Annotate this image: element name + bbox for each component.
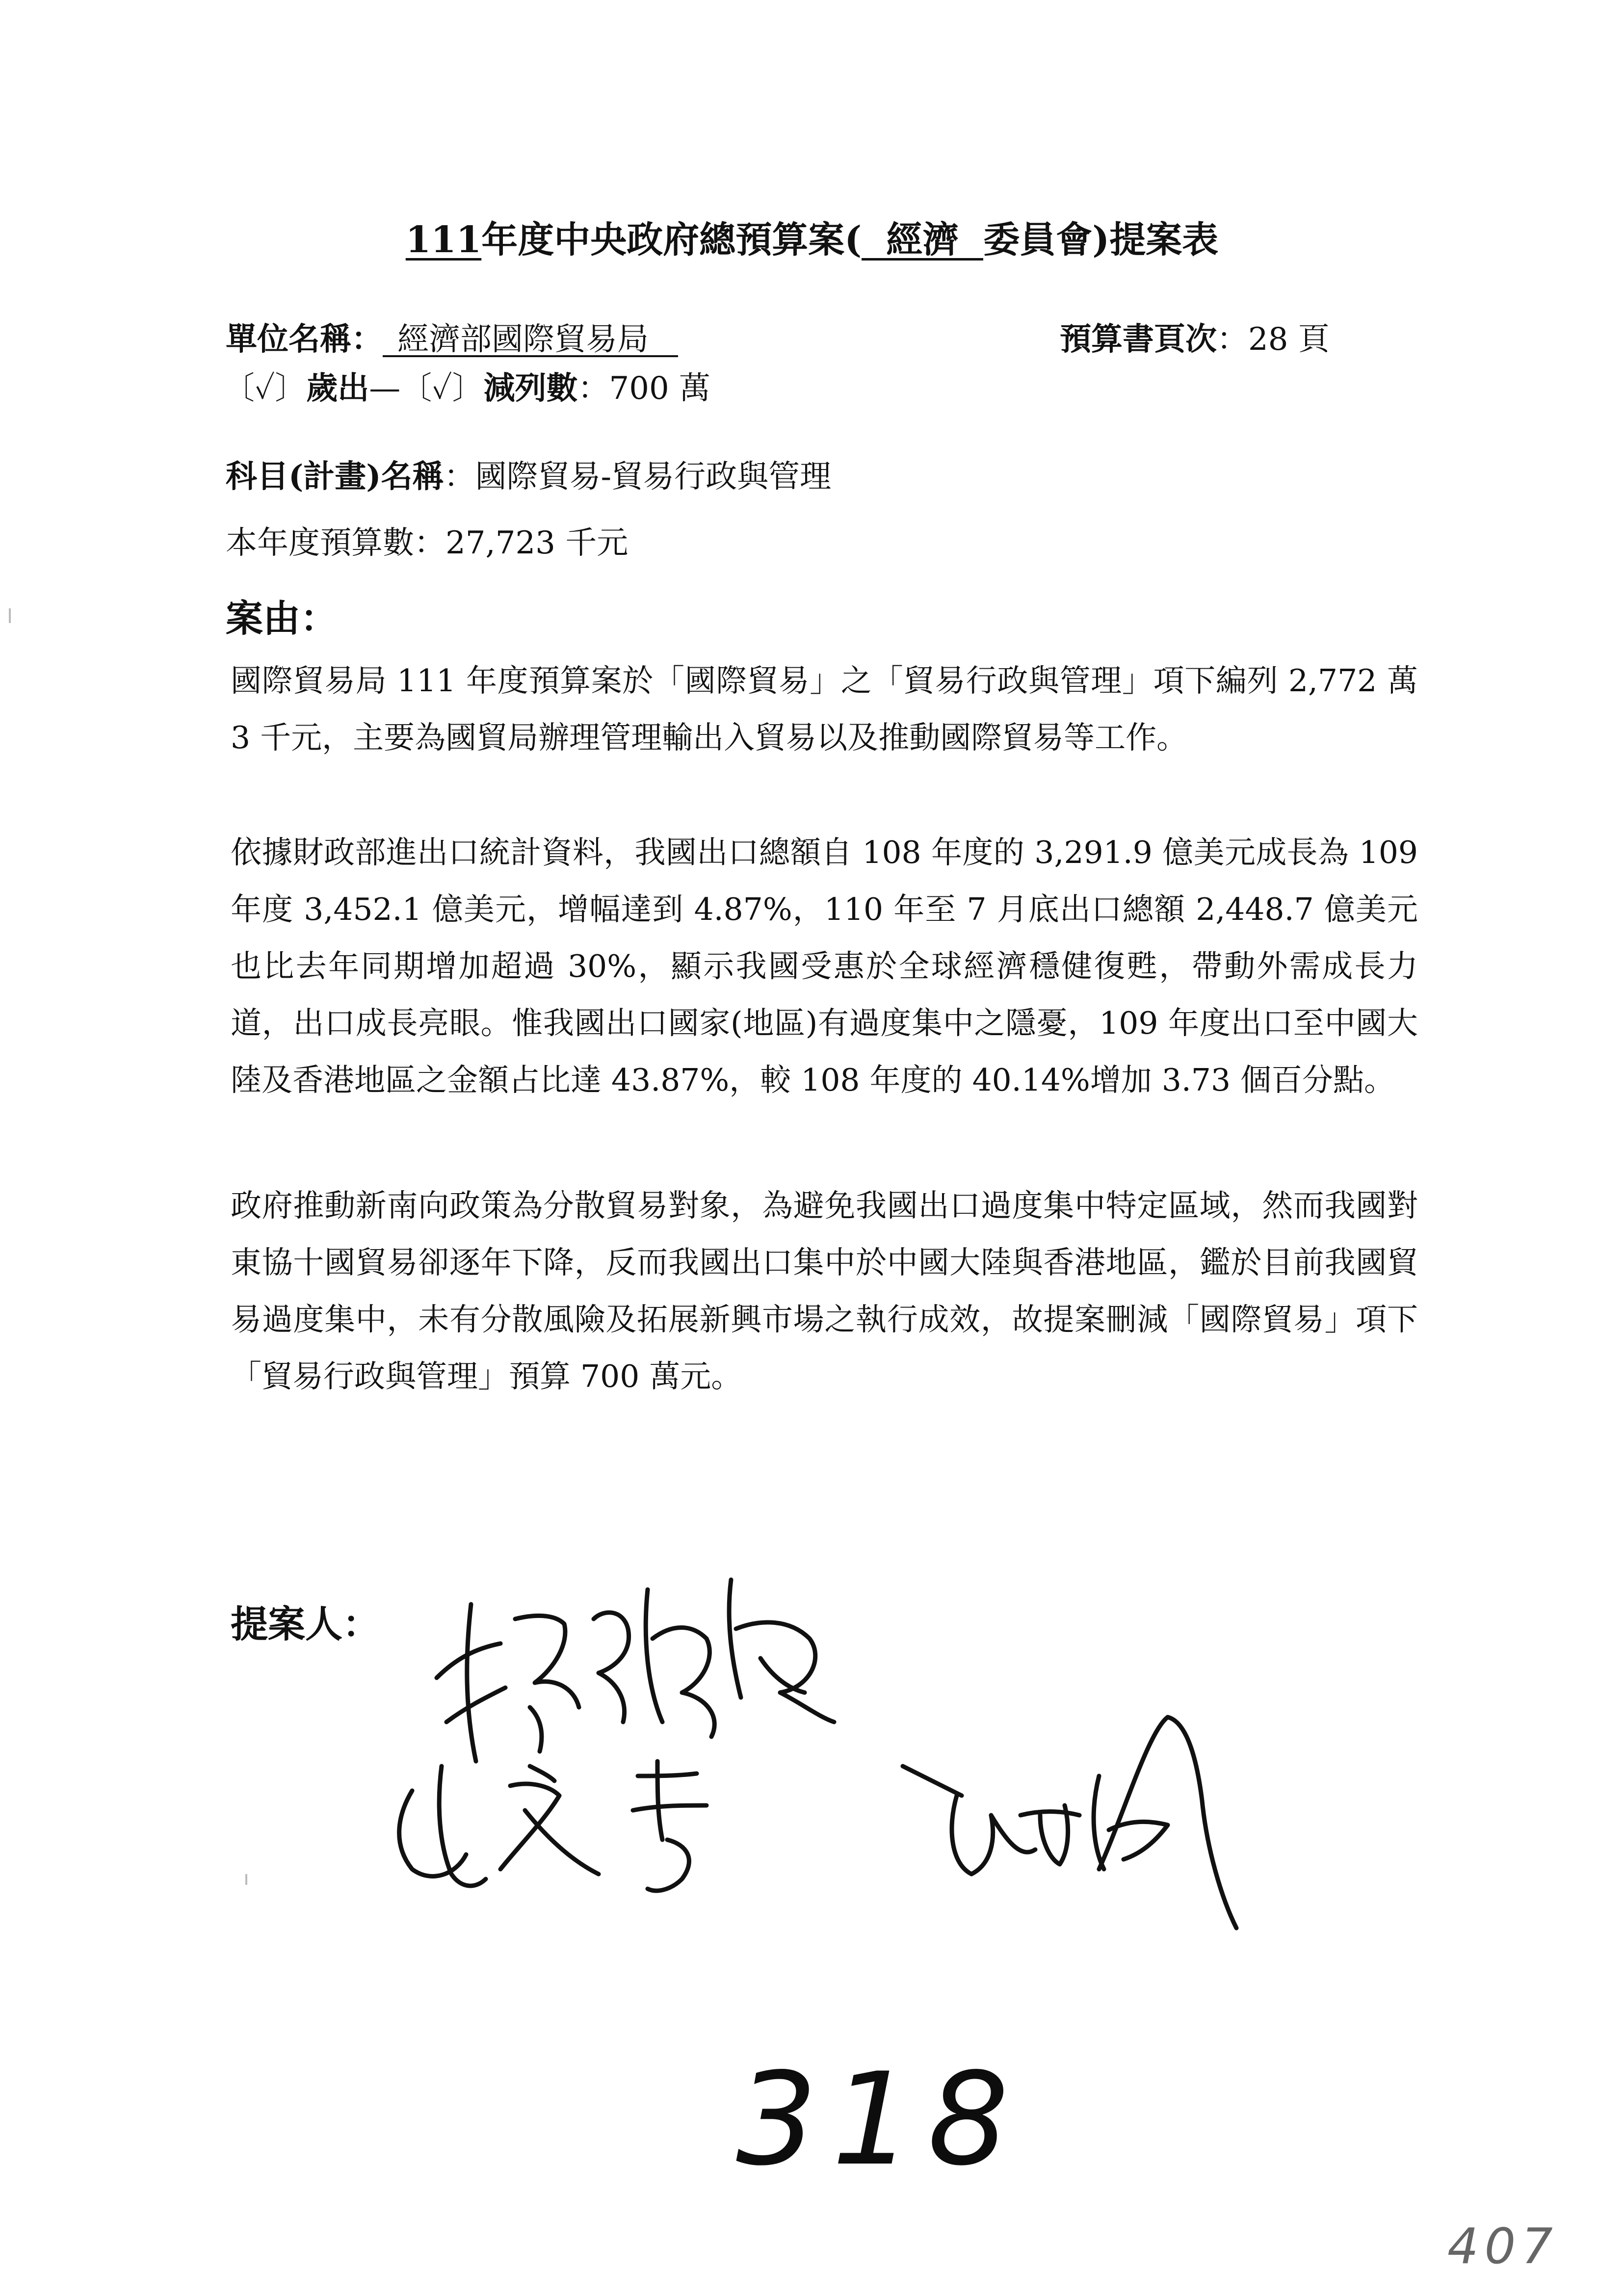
form-title <box>0 211 1624 263</box>
title-year: 111 <box>405 219 482 261</box>
title-committee: 經濟 <box>862 222 983 261</box>
expense-checkbox: 〔✓〕 <box>223 370 307 407</box>
corner-number: 407 <box>1447 2218 1559 2275</box>
cut-label: 減列數 <box>483 370 578 407</box>
title-middle: 年度中央政府總預算案( <box>481 219 862 261</box>
page-ref-label: 預算書頁次 <box>1060 321 1217 358</box>
signature-2 <box>383 1747 824 1904</box>
scan-speck <box>245 1874 247 1885</box>
unit-row <box>226 314 678 359</box>
page-ref <box>1060 314 1330 359</box>
proposer-label: 提案人： <box>231 1602 380 1646</box>
title-end: 委員會)提案表 <box>983 219 1219 261</box>
unit-label: 單位名稱： <box>226 321 383 358</box>
unit-value: 經濟部國際貿易局 <box>383 324 678 357</box>
reason-heading: 案由： <box>226 597 338 640</box>
expense-row <box>223 363 710 408</box>
page-number: 318 <box>736 2046 1024 2194</box>
cut-checkbox: 〔✓〕 <box>400 370 484 407</box>
subject-label: 科目(計畫)名稱 <box>226 458 444 495</box>
signature-3 <box>893 1702 1266 1938</box>
scan-speck <box>9 608 11 623</box>
expense-label: 歲出 <box>306 370 369 407</box>
expense-dash: — <box>369 370 401 407</box>
reason-paragraph-3: 政府推動新南向政策為分散貿易對象，為避免我國出口過度集中特定區域，然而我國對東協十國貿易卻逐年下降，反而我國出口集中於中國大陸與香港地區，鑑於目前我國貿易過度集中，未有分散風險及拓展新興市場之執行成效，故提案刪減「國際貿易」項下「貿易行政與管理」預算 700 萬元。 <box>231 1188 1418 1394</box>
subject-value: ：國際貿易-貿易行政與管理 <box>444 459 832 495</box>
subject-row <box>226 451 831 496</box>
reason-paragraph-2: 依據財政部進出口統計資料，我國出口總額自 108 年度的 3,291.9 億美元成長為 109 年度 3,452.1 億美元，增幅達到 4.87%，110 年至 7 月底出口總額 2,448.7 億美元也比去年同期增加超過 30%，顯示我國受惠於全球經濟穩健復甦，帶動外需成長力道，出口成長亮眼。惟我國出口國家(地區)有過度集中之隱憂，109 年度出口至中國大陸及香港地區之金額占比達 43.87%，較 108 年度的 40.14%增加 3.73 個百分點。 <box>231 835 1418 1098</box>
budget-amount: 本年度預算數：27,723 千元 <box>226 525 629 561</box>
reason-paragraph-1: 國際貿易局 111 年度預算案於「國際貿易」之「貿易行政與管理」項下編列 2,772 萬 3 千元，主要為國貿局辦理管理輸出入貿易以及推動國際貿易等工作。 <box>231 663 1418 756</box>
cut-value: ：700 萬 <box>577 370 711 407</box>
page-ref-value: ：28 頁 <box>1217 321 1330 358</box>
